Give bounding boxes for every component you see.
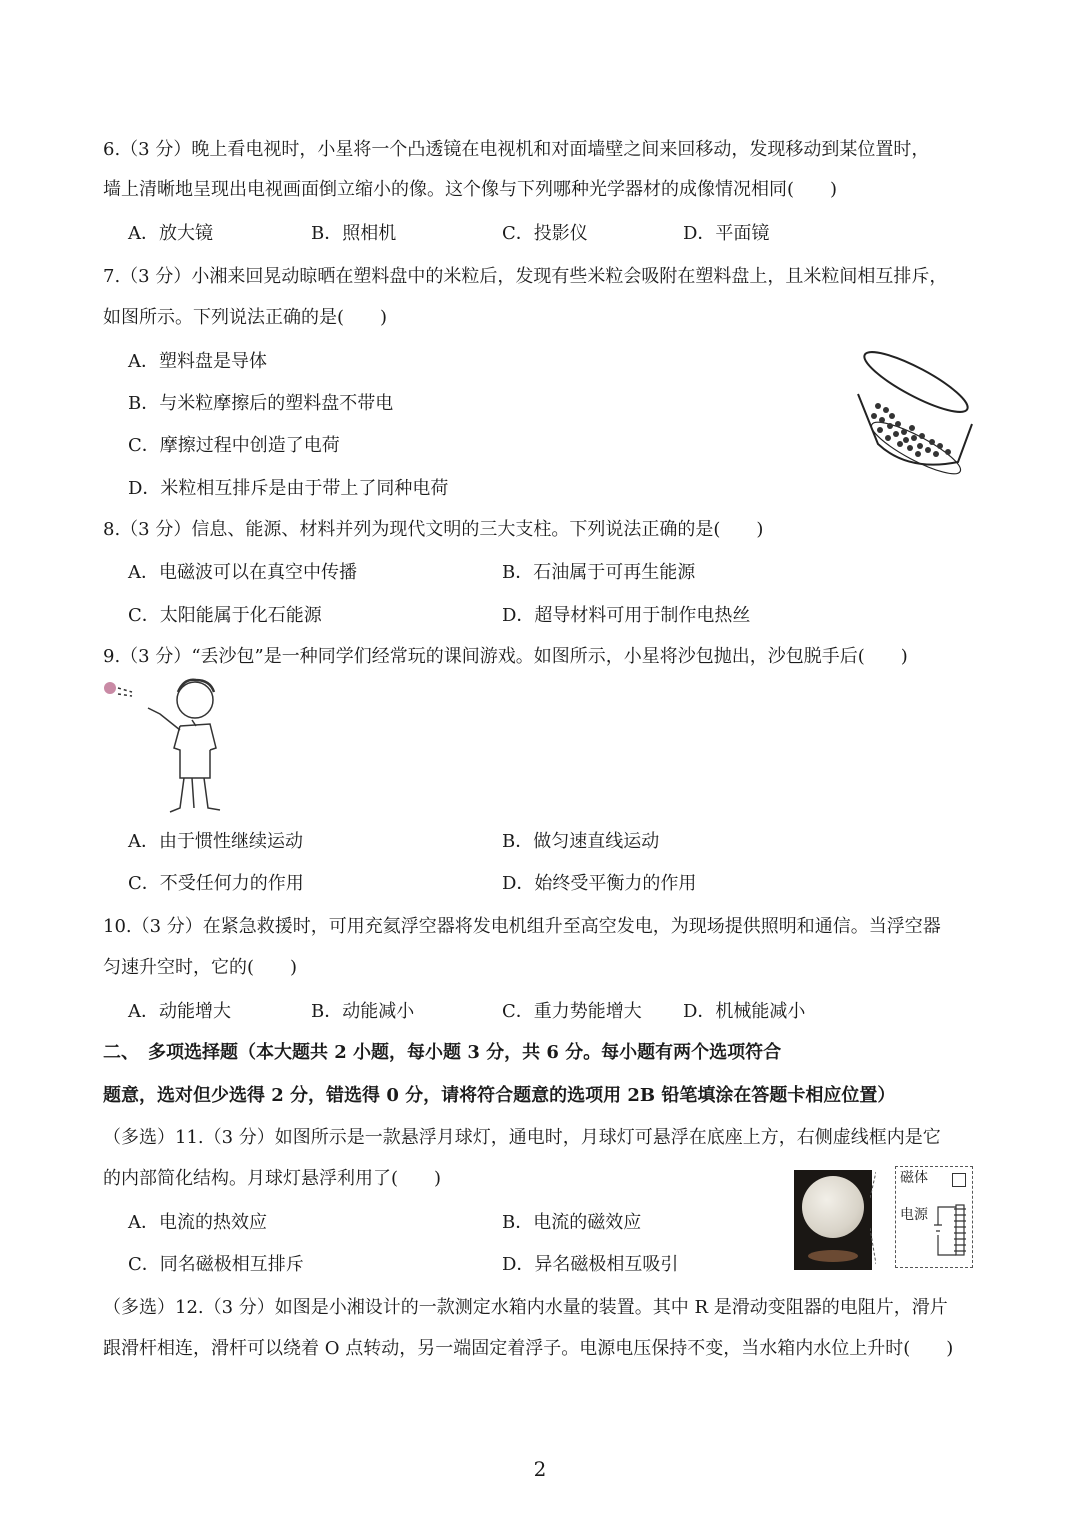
- q8-option-a: A．电磁波可以在真空中传播: [128, 562, 357, 583]
- q10-stem-line2: 匀速升空时，它的( ): [103, 957, 298, 978]
- boy-throwing-sandbag-figure: [100, 678, 230, 818]
- q6-option-a: A．放大镜: [128, 223, 213, 244]
- q10-option-c: C．重力势能增大: [502, 1001, 642, 1022]
- q11-stem-line2: 的内部简化结构。月球灯悬浮利用了( ): [103, 1168, 442, 1189]
- coil-circuit-icon: [934, 1201, 970, 1261]
- magnet-label: 磁体: [900, 1170, 928, 1186]
- internal-structure-box: [895, 1166, 973, 1268]
- q7-option-d: D．米粒相互排斥是由于带上了同种电荷: [128, 478, 449, 499]
- q11-option-b: B．电流的磁效应: [502, 1212, 642, 1233]
- q10-option-b: B．动能减小: [311, 1001, 415, 1022]
- q6-option-b: B．照相机: [311, 223, 397, 244]
- page-number: 2: [533, 1457, 547, 1481]
- q9-option-c: C．不受任何力的作用: [128, 873, 304, 894]
- q11-option-d: D．异名磁极相互吸引: [502, 1254, 679, 1275]
- q7-stem-line1: 7.（3 分）小湘来回晃动晾晒在塑料盘中的米粒后，发现有些米粒会吸附在塑料盘上，且米粒间相互排斥，: [103, 266, 948, 287]
- q6-option-c: C．投影仪: [502, 223, 588, 244]
- q8-stem: 8.（3 分）信息、能源、材料并列为现代文明的三大支柱。下列说法正确的是( ): [103, 519, 764, 540]
- q12-stem-line2: 跟滑杆相连，滑杆可以绕着 O 点转动，另一端固定着浮子。电源电压保持不变，当水箱内水位上升时( ): [103, 1338, 954, 1359]
- dashed-connector-lines: [870, 1168, 876, 1268]
- q9-stem: 9.（3 分）“丢沙包”是一种同学们经常玩的课间游戏。如图所示，小星将沙包抛出，沙包脱手后( ): [103, 646, 908, 667]
- magnet-icon: [952, 1173, 966, 1187]
- q7-stem-line2: 如图所示。下列说法正确的是( ): [103, 307, 388, 328]
- q10-option-a: A．动能增大: [128, 1001, 231, 1022]
- q9-option-d: D．始终受平衡力的作用: [502, 873, 697, 894]
- q11-stem-line1: （多选）11.（3 分）如图所示是一款悬浮月球灯，通电时，月球灯可悬浮在底座上方，右侧虚线框内是它: [103, 1127, 941, 1148]
- q6-option-d: D．平面镜: [683, 223, 770, 244]
- section2-heading-line2: 题意，选对但少选得 2 分，错选得 0 分，请将符合题意的选项用 2B 铅笔填涂在答题卡相应位置）: [103, 1085, 896, 1106]
- q10-option-d: D．机械能减小: [683, 1001, 806, 1022]
- q10-stem-line1: 10.（3 分）在紧急救援时，可用充氦浮空器将发电机组升至高空发电，为现场提供照明和通信。当浮空器: [103, 916, 941, 937]
- q11-option-c: C．同名磁极相互排斥: [128, 1254, 304, 1275]
- q9-option-a: A．由于惯性继续运动: [128, 831, 303, 852]
- q8-option-b: B．石油属于可再生能源: [502, 562, 696, 583]
- plastic-tray-figure: [848, 344, 978, 476]
- q7-option-c: C．摩擦过程中创造了电荷: [128, 435, 340, 456]
- power-source-label: 电源: [900, 1207, 928, 1223]
- q8-option-c: C．太阳能属于化石能源: [128, 605, 322, 626]
- section2-heading-line1: 二、 多项选择题（本大题共 2 小题，每小题 3 分，共 6 分。每小题有两个选项符合: [103, 1042, 782, 1063]
- moon-lamp-photo: [794, 1170, 872, 1270]
- q7-option-b: B．与米粒摩擦后的塑料盘不带电: [128, 393, 394, 414]
- q11-option-a: A．电流的热效应: [128, 1212, 267, 1233]
- q12-stem-line1: （多选）12.（3 分）如图是小湘设计的一款测定水箱内水量的装置。其中 R 是滑动变阻器的电阻片，滑片: [103, 1297, 948, 1318]
- q6-stem-line1: 6.（3 分）晚上看电视时，小星将一个凸透镜在电视机和对面墙壁之间来回移动，发现移动到某位置时，: [103, 139, 930, 160]
- q8-option-d: D．超导材料可用于制作电热丝: [502, 605, 751, 626]
- q7-option-a: A．塑料盘是导体: [128, 351, 267, 372]
- lamp-base: [808, 1250, 858, 1262]
- moon-sphere: [802, 1176, 864, 1238]
- q9-option-b: B．做匀速直线运动: [502, 831, 660, 852]
- q6-stem-line2: 墙上清晰地呈现出电视画面倒立缩小的像。这个像与下列哪种光学器材的成像情况相同( ): [103, 179, 838, 200]
